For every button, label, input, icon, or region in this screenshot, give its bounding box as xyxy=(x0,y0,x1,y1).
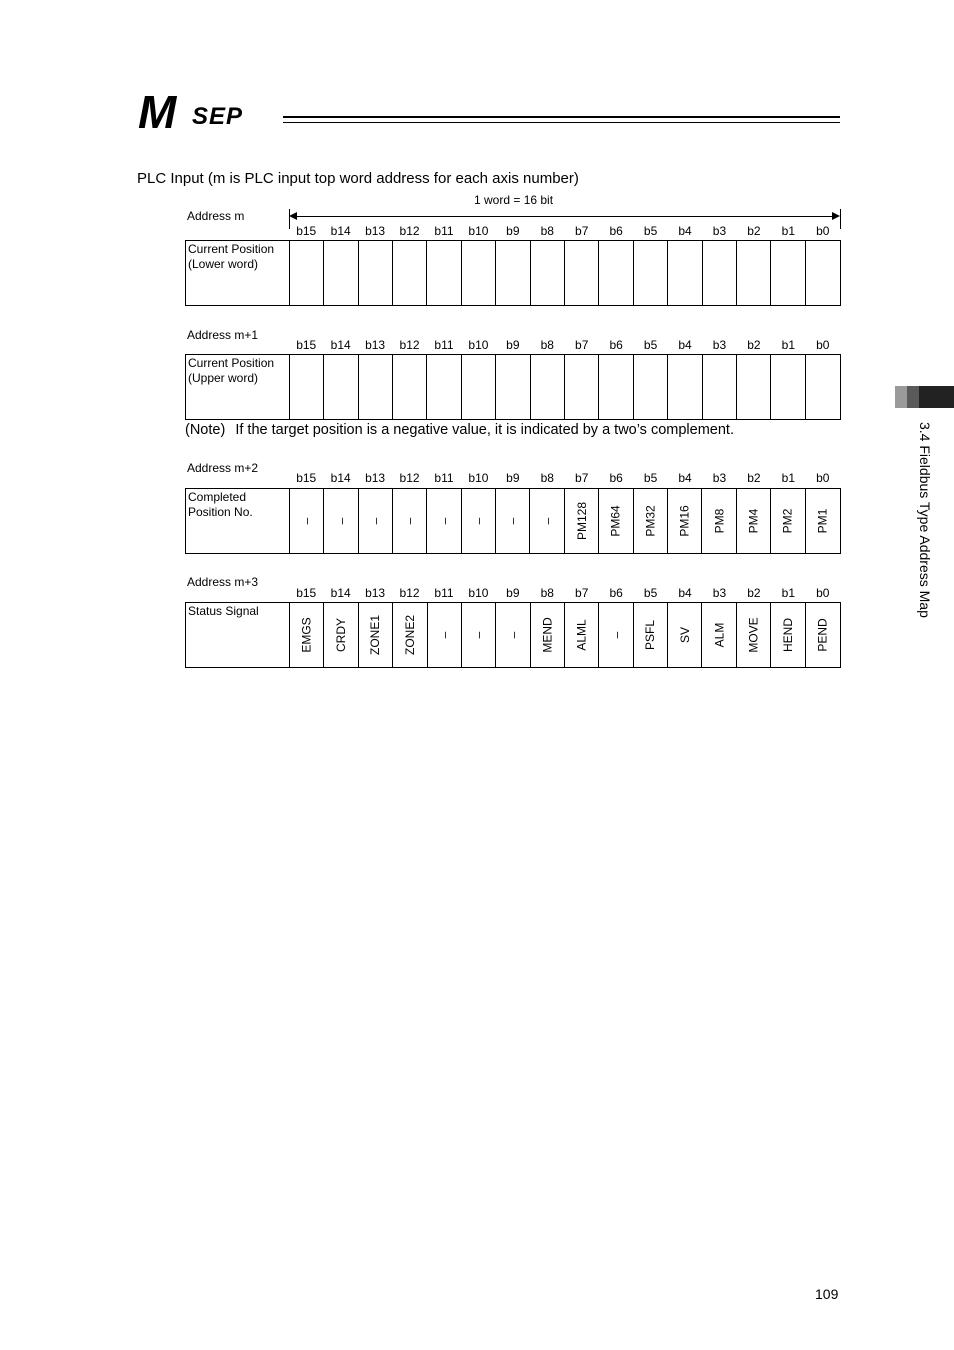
bit-cell-label: PM64 xyxy=(608,505,623,537)
bit-cell xyxy=(703,355,737,419)
bit-header: b3 xyxy=(712,338,727,352)
register-label xyxy=(186,355,290,419)
bit-header: b6 xyxy=(609,471,623,485)
bit-header: b7 xyxy=(575,338,589,352)
bit-cell xyxy=(359,355,393,419)
bit-header: b9 xyxy=(506,224,520,238)
bit-header: b4 xyxy=(678,586,692,600)
bit-cell-label: ALML xyxy=(574,619,589,651)
bit-header: b14 xyxy=(330,338,351,352)
register-address: Address m+2 xyxy=(187,461,259,475)
bit-cell xyxy=(634,603,668,667)
bit-cell xyxy=(599,489,633,553)
bit-cell xyxy=(634,355,668,419)
bit-cell xyxy=(427,355,461,419)
bit-header: b10 xyxy=(468,224,489,238)
bit-cell xyxy=(565,355,599,419)
chapter-tab xyxy=(895,386,954,408)
bit-cell xyxy=(771,489,805,553)
bit-header: b8 xyxy=(540,586,554,600)
arrow-right-icon xyxy=(832,212,840,220)
note-text: If the target position is a negative value, it is indicated by a two’s complement. xyxy=(235,422,734,438)
bit-cell xyxy=(703,241,737,305)
bit-cell xyxy=(359,241,393,305)
register-label-line2: (Upper word) xyxy=(188,371,259,385)
bit-header: b0 xyxy=(816,586,830,600)
bit-header: b14 xyxy=(330,224,351,238)
register-table xyxy=(185,240,841,306)
bit-header: b15 xyxy=(296,224,317,238)
bit-cell-label: – xyxy=(609,631,624,639)
bit-header: b4 xyxy=(678,224,692,238)
register-label-line2: (Lower word) xyxy=(188,257,259,271)
bit-cell-label: PEND xyxy=(815,618,830,652)
bit-header: b12 xyxy=(399,471,420,485)
bit-cell xyxy=(290,603,324,667)
bit-cell-label: PM2 xyxy=(780,508,795,534)
bit-cell-label: – xyxy=(368,517,383,525)
bit-header: b0 xyxy=(816,224,830,238)
bit-cell xyxy=(496,241,530,305)
bit-header: b5 xyxy=(643,224,658,238)
bit-cell xyxy=(668,241,702,305)
bit-header: b11 xyxy=(434,338,454,352)
bit-header: b7 xyxy=(575,471,589,485)
bit-header: b12 xyxy=(399,224,420,238)
bit-cell-label: ZONE1 xyxy=(368,614,383,656)
bit-cell-label: – xyxy=(505,631,520,639)
bit-cell xyxy=(531,241,565,305)
bit-cell xyxy=(737,603,771,667)
bit-header: b8 xyxy=(540,338,554,352)
bit-header: b14 xyxy=(330,471,351,485)
register-label-line1: Current Position xyxy=(188,356,275,370)
bit-header: b8 xyxy=(540,224,554,238)
bit-cell xyxy=(462,355,496,419)
bit-cell xyxy=(668,603,702,667)
bit-cell-label: MOVE xyxy=(746,617,761,653)
bit-header: b6 xyxy=(609,338,623,352)
chapter-side-title: 3.4 Fieldbus Type Address Map xyxy=(917,422,933,618)
bit-cell-label: – xyxy=(402,517,417,525)
chapter-tab-block xyxy=(907,386,919,408)
bit-cell-label: – xyxy=(540,517,555,525)
bit-cell xyxy=(324,603,358,667)
bit-header: b7 xyxy=(575,224,589,238)
chapter-tab-block xyxy=(895,386,907,408)
bit-cell xyxy=(806,241,840,305)
register-label xyxy=(186,241,290,305)
bit-header: b9 xyxy=(506,338,520,352)
bit-header: b10 xyxy=(468,338,489,352)
bit-header: b13 xyxy=(365,586,386,600)
bit-cell xyxy=(428,603,462,667)
bit-cell xyxy=(359,603,393,667)
bit-cell xyxy=(668,355,702,419)
bit-cell xyxy=(531,603,565,667)
bit-cell-label: CRDY xyxy=(333,617,348,653)
section-heading: PLC Input (m is PLC input top word address for each axis number) xyxy=(137,170,579,187)
bit-header: b2 xyxy=(747,224,761,238)
bit-header: b1 xyxy=(781,471,796,485)
bit-header: b13 xyxy=(365,224,386,238)
bit-header: b13 xyxy=(365,471,386,485)
bit-cell xyxy=(290,355,324,419)
bit-header-row xyxy=(289,338,840,352)
bit-cell-label: PM8 xyxy=(712,508,727,534)
bit-cell-label: PM16 xyxy=(677,505,692,537)
bit-cell-label: PM1 xyxy=(815,508,830,534)
word-span-arrow xyxy=(296,216,834,217)
bit-cell-label: – xyxy=(471,631,486,639)
register-table xyxy=(185,488,841,554)
bit-header: b1 xyxy=(781,586,796,600)
bit-cell xyxy=(530,489,564,553)
bit-cell xyxy=(565,241,599,305)
bit-cell xyxy=(496,489,530,553)
bit-header: b15 xyxy=(296,471,317,485)
bit-header-row xyxy=(289,471,840,485)
word-size-label: 1 word = 16 bit xyxy=(474,193,554,207)
bit-cell-label: PM128 xyxy=(574,501,589,541)
bit-cell xyxy=(737,489,771,553)
bit-cell xyxy=(565,489,599,553)
bit-header: b11 xyxy=(434,586,454,600)
bit-cell xyxy=(462,241,496,305)
bit-header: b11 xyxy=(434,471,454,485)
bit-cell xyxy=(324,355,358,419)
bit-header: b3 xyxy=(712,224,727,238)
register-label-line2: Position No. xyxy=(188,505,253,519)
logo-m: M xyxy=(138,86,175,138)
bit-header: b14 xyxy=(330,586,351,600)
bit-header: b7 xyxy=(575,586,589,600)
bit-cell xyxy=(599,603,633,667)
bit-cell xyxy=(565,603,599,667)
bit-cell xyxy=(806,489,840,553)
bit-header-row xyxy=(289,586,840,600)
note xyxy=(185,422,734,438)
bit-header: b5 xyxy=(643,586,658,600)
bit-cell xyxy=(290,489,324,553)
bit-header: b2 xyxy=(747,338,761,352)
bit-header: b2 xyxy=(747,586,761,600)
bit-header: b15 xyxy=(296,586,317,600)
bit-cell-label: – xyxy=(437,631,452,639)
bit-cell xyxy=(496,355,530,419)
bit-header: b12 xyxy=(399,338,420,352)
register-label-line1: Status Signal xyxy=(188,604,259,618)
bit-cell xyxy=(427,489,461,553)
bit-cell xyxy=(496,603,530,667)
bit-cell-label: PM32 xyxy=(643,505,658,537)
bit-header: b12 xyxy=(399,586,420,600)
bit-cell-label: SV xyxy=(677,626,692,644)
bit-cell xyxy=(393,603,427,667)
bit-header: b15 xyxy=(296,338,317,352)
bit-cell xyxy=(702,489,736,553)
bit-header: b9 xyxy=(506,586,520,600)
bit-cell xyxy=(668,489,702,553)
bit-cell-label: – xyxy=(299,517,314,525)
bit-cell xyxy=(771,241,805,305)
bit-header: b0 xyxy=(816,338,830,352)
bit-header: b11 xyxy=(434,224,454,238)
bit-header-row xyxy=(289,224,840,238)
header-rule-thick xyxy=(283,116,840,118)
bit-cell xyxy=(462,489,496,553)
bit-cell-label: – xyxy=(505,517,520,525)
bit-cell xyxy=(290,241,324,305)
bit-cell-label: EMGS xyxy=(299,617,314,653)
bit-cell xyxy=(393,241,427,305)
bit-cell xyxy=(324,241,358,305)
register-label xyxy=(186,603,290,667)
bit-cell-label: ALM xyxy=(712,622,727,648)
bit-header: b2 xyxy=(747,471,761,485)
bit-cell xyxy=(806,355,840,419)
bit-header: b3 xyxy=(712,586,727,600)
bit-cell xyxy=(634,241,668,305)
bit-cell xyxy=(462,603,496,667)
bit-header: b6 xyxy=(609,586,623,600)
bit-cell xyxy=(806,603,840,667)
register-address: Address m xyxy=(187,209,245,223)
bit-cell-label: MEND xyxy=(540,617,555,653)
register-label-line1: Current Position xyxy=(188,242,275,256)
bit-cell-label: – xyxy=(333,517,348,525)
bit-header: b0 xyxy=(816,471,830,485)
bit-cell xyxy=(393,355,427,419)
chapter-tab-block xyxy=(919,386,954,408)
bit-header: b8 xyxy=(540,471,554,485)
bit-header: b6 xyxy=(609,224,623,238)
bit-cell xyxy=(359,489,393,553)
bit-header: b3 xyxy=(712,471,727,485)
register-table xyxy=(185,354,841,420)
bit-cell xyxy=(771,603,805,667)
note-tag: (Note) xyxy=(185,422,226,438)
bit-cell xyxy=(771,355,805,419)
register-label xyxy=(186,489,290,553)
bit-cell-label: ZONE2 xyxy=(402,614,417,656)
page-number: 109 xyxy=(815,1286,839,1302)
bit-header: b1 xyxy=(781,224,796,238)
bit-cell xyxy=(599,241,633,305)
bit-header: b4 xyxy=(678,338,692,352)
bit-cell xyxy=(531,355,565,419)
bit-header: b5 xyxy=(643,471,658,485)
logo-sep: SEP xyxy=(192,103,244,130)
bit-cell-label: PM4 xyxy=(746,508,761,534)
bit-cell xyxy=(599,355,633,419)
bit-cell-label: HEND xyxy=(780,617,795,653)
bit-cell xyxy=(634,489,668,553)
bit-header: b10 xyxy=(468,471,489,485)
register-address: Address m+1 xyxy=(187,328,259,342)
register-address: Address m+3 xyxy=(187,575,259,589)
bit-cell xyxy=(427,241,461,305)
word-span-tick-right xyxy=(840,209,841,229)
bit-cell-label: – xyxy=(437,517,452,525)
bit-cell xyxy=(393,489,427,553)
bit-header: b5 xyxy=(643,338,658,352)
bit-cell xyxy=(702,603,736,667)
bit-cell-label: PSFL xyxy=(643,619,658,651)
bit-cell xyxy=(324,489,358,553)
bit-header: b10 xyxy=(468,586,489,600)
bit-header: b13 xyxy=(365,338,386,352)
bit-header: b9 xyxy=(506,471,520,485)
bit-header: b4 xyxy=(678,471,692,485)
register-label-line1: Completed xyxy=(188,490,247,504)
register-table xyxy=(185,602,841,668)
bit-cell xyxy=(737,241,771,305)
header-rule-thin xyxy=(283,122,840,123)
bit-cell xyxy=(737,355,771,419)
bit-cell-label: – xyxy=(471,517,486,525)
bit-header: b1 xyxy=(781,338,796,352)
